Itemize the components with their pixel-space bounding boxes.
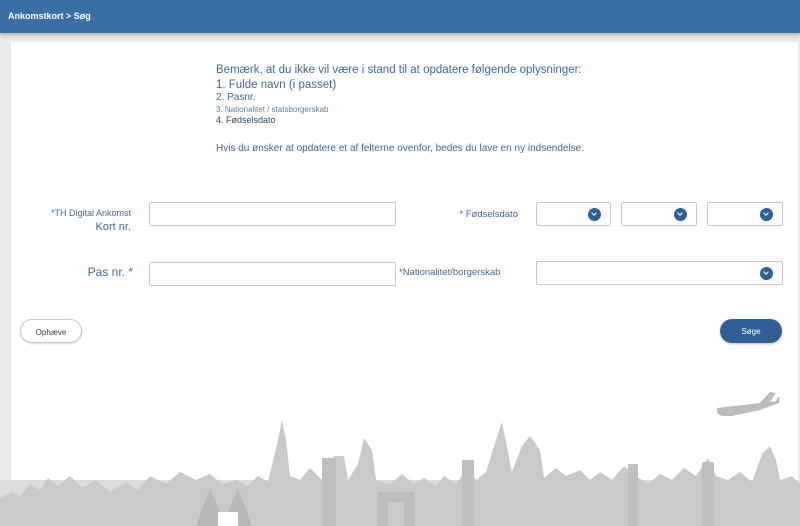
arrival-card-label — [35, 208, 131, 233]
nationality-label: *Nationalitet/borgerskab — [399, 267, 501, 278]
notice-item-passport: 2. Pasnr. — [216, 92, 256, 104]
top-bar — [0, 0, 800, 33]
passport-label: Pas nr. * — [87, 265, 133, 279]
notice-box — [216, 64, 696, 154]
cancel-button[interactable]: Ophæve — [20, 319, 82, 343]
airplane-icon — [717, 392, 780, 416]
arrival-card-label-line1: *TH Digital Ankomst — [50, 208, 131, 218]
chevron-down-icon[interactable] — [760, 208, 773, 221]
birthdate-year-select[interactable] — [707, 202, 783, 226]
birthdate-label: * Fødselsdato — [459, 209, 518, 220]
notice-lead: Bemærk, at du ikke vil være i stand til at opdatere følgende oplysninger: — [216, 64, 582, 76]
passport-input[interactable] — [149, 262, 396, 286]
city-skyline-illustration — [0, 380, 800, 526]
breadcrumb[interactable]: Ankomstkort > Søg — [8, 11, 91, 21]
chevron-down-icon[interactable] — [588, 208, 601, 221]
birthdate-day-select[interactable] — [536, 202, 611, 226]
arrival-card-input[interactable] — [149, 202, 396, 226]
notice-list — [216, 78, 696, 126]
notice-follow-up: Hvis du ønsker at opdatere et af felterne ovenfor, bedes du lave en ny indsendelse. — [216, 143, 585, 155]
notice-item-nationality: 3. Nationalitet / statsborgerskab — [216, 104, 329, 114]
notice-item-full-name: 1. Fulde navn (i passet) — [216, 79, 337, 91]
skyline-buildings-icon — [0, 392, 800, 526]
chevron-down-icon[interactable] — [760, 267, 773, 280]
birthdate-month-select[interactable] — [621, 202, 697, 226]
arrival-card-label-line2: Kort nr. — [95, 221, 131, 233]
search-button[interactable]: Søge — [720, 319, 782, 343]
nationality-select[interactable] — [536, 261, 783, 285]
chevron-down-icon[interactable] — [674, 208, 687, 221]
notice-item-birthdate: 4. Fødselsdato — [216, 114, 276, 125]
